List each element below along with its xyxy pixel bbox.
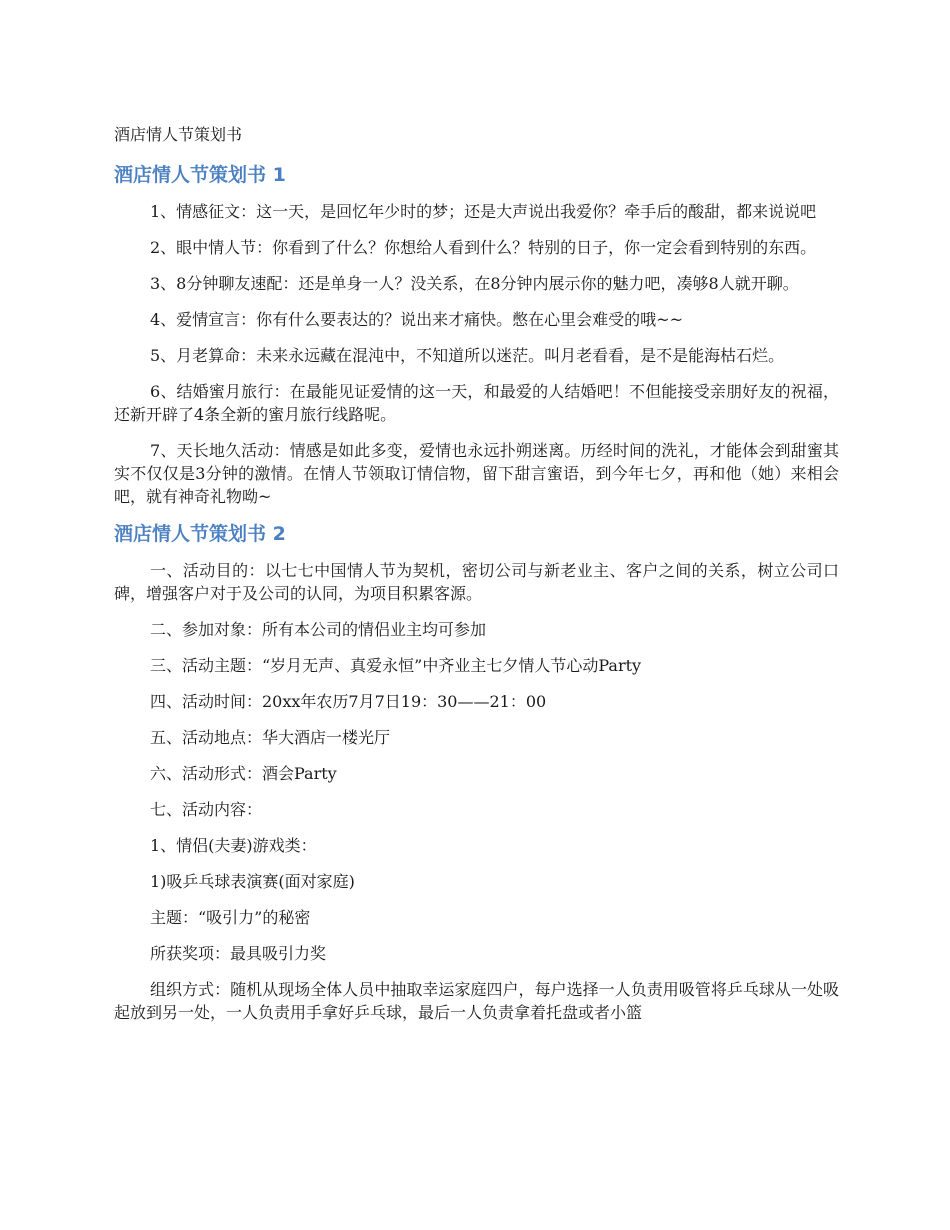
- paragraph: 7、天长地久活动：情感是如此多变，爱情也永远扑朔迷离。历经时间的洗礼，才能体会到甜蜜其实不仅仅是3分钟的激情。在情人节领取订情信物，留下甜言蜜语，到今年七夕，再和他（她）来相会吧，就有神奇礼物呦~: [114, 441, 839, 506]
- paragraph: 所获奖项：最具吸引力奖: [150, 944, 327, 963]
- paragraph: 三、活动主题：“岁月无声、真爱永恒”中齐业主七夕情人节心动Party: [150, 656, 642, 675]
- section-heading: 酒店情人节策划书 1: [114, 164, 286, 186]
- paragraph: 组织方式：随机从现场全体人员中抽取幸运家庭四户，每户选择一人负责用吸管将乒乓球从一处吸起放到另一处，一人负责用手拿好乒乓球，最后一人负责拿着托盘或者小篮: [114, 980, 839, 1022]
- paragraph: 1、情感征文：这一天，是回忆年少时的梦；还是大声说出我爱你？牵手后的酸甜，都来说说吧: [150, 202, 817, 221]
- paragraph: 5、月老算命：未来永远藏在混沌中，不知道所以迷茫。叫月老看看，是不是能海枯石烂。: [150, 346, 785, 365]
- paragraph: 主题：“吸引力”的秘密: [150, 908, 311, 927]
- paragraph: 六、活动形式：酒会Party: [150, 764, 337, 783]
- paragraph: 二、参加对象：所有本公司的情侣业主均可参加: [150, 620, 487, 639]
- paragraph: 一、活动目的：以七七中国情人节为契机，密切公司与新老业主、客户之间的关系，树立公司口碑，增强客户对于及公司的认同，为项目积累客源。: [114, 561, 839, 603]
- paragraph: 6、结婚蜜月旅行：在最能见证爱情的这一天，和最爱的人结婚吧！不但能接受亲朋好友的祝福，还新开辟了4条全新的蜜月旅行线路呢。: [114, 382, 839, 424]
- paragraph: 1)吸乒乓球表演赛(面对家庭): [150, 872, 355, 891]
- paragraph: 四、活动时间：20xx年农历7月7日19：30——21：00: [150, 692, 547, 711]
- section-2: [114, 521, 839, 1024]
- paragraph: 1、情侣(夫妻)游戏类：: [150, 836, 317, 855]
- document-page: [114, 124, 839, 1037]
- section-heading: 酒店情人节策划书 2: [114, 523, 286, 545]
- paragraph: 4、爱情宣言：你有什么要表达的？说出来才痛快。憋在心里会难受的哦~~: [150, 310, 683, 329]
- section-1: [114, 162, 839, 508]
- paragraph: 七、活动内容：: [150, 800, 263, 819]
- paragraph: 2、眼中情人节：你看到了什么？你想给人看到什么？特别的日子，你一定会看到特别的东西。: [150, 238, 817, 257]
- paragraph: 五、活动地点：华大酒店一楼光厅: [150, 728, 391, 747]
- paragraph: 3、8分钟聊友速配：还是单身一人？没关系，在8分钟内展示你的魅力吧，凑够8人就开聊。: [150, 274, 799, 293]
- document-title: 酒店情人节策划书: [114, 125, 243, 144]
